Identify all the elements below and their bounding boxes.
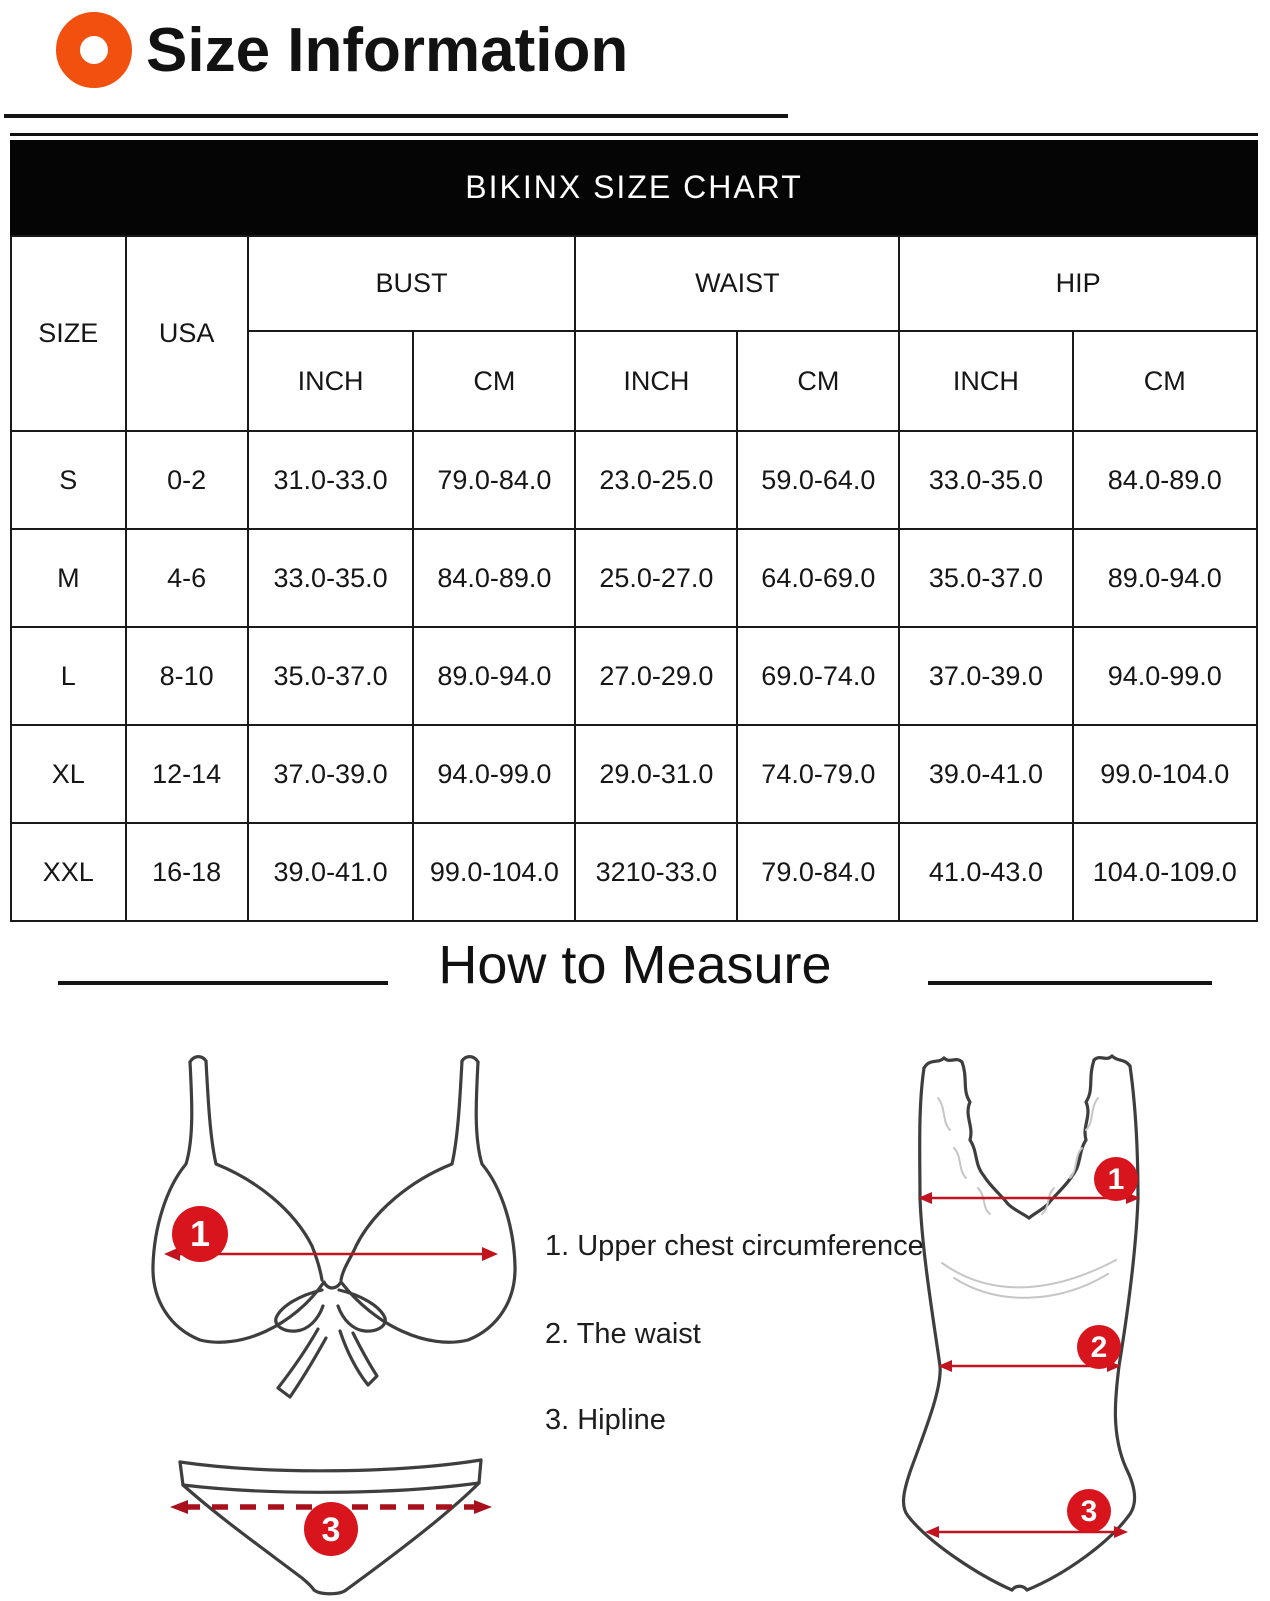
- size-chart-top-border: [10, 133, 1258, 136]
- cell-hip-inch: 41.0-43.0: [899, 823, 1072, 921]
- size-chart-title: BIKINX SIZE CHART: [10, 140, 1258, 235]
- cell-bust-cm: 79.0-84.0: [413, 431, 575, 529]
- measure-step-chest: 1. Upper chest circumference: [545, 1230, 924, 1262]
- cell-bust-inch: 35.0-37.0: [248, 627, 414, 725]
- table-row-m: [11, 529, 1257, 627]
- one-piece-swimsuit-drawing: [858, 1038, 1162, 1601]
- table-row-s: [11, 431, 1257, 529]
- marker-3-number: 3: [1080, 1495, 1098, 1528]
- size-chart: [10, 133, 1258, 922]
- cell-hip-inch: 37.0-39.0: [899, 627, 1072, 725]
- cell-waist-inch: 3210-33.0: [575, 823, 737, 921]
- marker-1-number: 1: [189, 1213, 211, 1254]
- cell-waist-cm: 64.0-69.0: [737, 529, 899, 627]
- measure-step-hip: 3. Hipline: [545, 1404, 666, 1436]
- table-row-xl: [11, 725, 1257, 823]
- measure-step-waist: 2. The waist: [545, 1318, 701, 1350]
- cell-hip-inch: 35.0-37.0: [899, 529, 1072, 627]
- cell-hip-inch: 39.0-41.0: [899, 725, 1072, 823]
- cell-usa: 0-2: [126, 431, 248, 529]
- cell-hip-cm: 89.0-94.0: [1073, 529, 1257, 627]
- size-chart-table: [10, 235, 1258, 922]
- col-group-waist: WAIST: [575, 236, 899, 331]
- cell-bust-inch: 37.0-39.0: [248, 725, 414, 823]
- cell-hip-cm: 94.0-99.0: [1073, 627, 1257, 725]
- marker-2-number: 2: [1090, 1331, 1108, 1364]
- cell-waist-cm: 74.0-79.0: [737, 725, 899, 823]
- col-header-hip-inch: INCH: [899, 331, 1072, 431]
- cell-usa: 16-18: [126, 823, 248, 921]
- heading-rule-left: [58, 981, 388, 985]
- orange-donut-icon: [56, 12, 132, 88]
- cell-usa: 8-10: [126, 627, 248, 725]
- col-header-usa: USA: [126, 236, 248, 431]
- col-header-bust-inch: INCH: [248, 331, 414, 431]
- cell-size: XL: [11, 725, 126, 823]
- table-row-l: [11, 627, 1257, 725]
- cell-bust-inch: 33.0-35.0: [248, 529, 414, 627]
- cell-waist-inch: 25.0-27.0: [575, 529, 737, 627]
- title-divider: [4, 114, 788, 118]
- marker-3-number: 3: [321, 1511, 341, 1549]
- cell-size: XXL: [11, 823, 126, 921]
- cell-hip-cm: 99.0-104.0: [1073, 725, 1257, 823]
- col-group-hip: HIP: [899, 236, 1257, 331]
- bikini-top-drawing: [128, 1038, 520, 1400]
- cell-hip-inch: 33.0-35.0: [899, 431, 1072, 529]
- cell-usa: 4-6: [126, 529, 248, 627]
- marker-1-number: 1: [1107, 1163, 1125, 1196]
- heading-rule-right: [928, 981, 1212, 985]
- cell-bust-inch: 31.0-33.0: [248, 431, 414, 529]
- col-group-bust: BUST: [248, 236, 576, 331]
- cell-hip-cm: 104.0-109.0: [1073, 823, 1257, 921]
- page-header: [56, 12, 628, 88]
- col-header-bust-cm: CM: [413, 331, 575, 431]
- table-row-xxl: [11, 823, 1257, 921]
- page-title: Size Information: [146, 15, 629, 85]
- cell-bust-inch: 39.0-41.0: [248, 823, 414, 921]
- cell-hip-cm: 84.0-89.0: [1073, 431, 1257, 529]
- cell-waist-cm: 79.0-84.0: [737, 823, 899, 921]
- cell-waist-inch: 27.0-29.0: [575, 627, 737, 725]
- cell-size: S: [11, 431, 126, 529]
- cell-waist-cm: 69.0-74.0: [737, 627, 899, 725]
- how-to-measure-title: How to Measure: [438, 935, 832, 995]
- col-header-size: SIZE: [11, 236, 126, 431]
- col-header-waist-cm: CM: [737, 331, 899, 431]
- cell-waist-cm: 59.0-64.0: [737, 431, 899, 529]
- bikini-bottom-drawing: [150, 1450, 510, 1601]
- col-header-waist-inch: INCH: [575, 331, 737, 431]
- cell-waist-inch: 23.0-25.0: [575, 431, 737, 529]
- cell-size: L: [11, 627, 126, 725]
- col-header-hip-cm: CM: [1073, 331, 1257, 431]
- cell-bust-cm: 99.0-104.0: [413, 823, 575, 921]
- cell-usa: 12-14: [126, 725, 248, 823]
- cell-waist-inch: 29.0-31.0: [575, 725, 737, 823]
- cell-bust-cm: 94.0-99.0: [413, 725, 575, 823]
- cell-size: M: [11, 529, 126, 627]
- cell-bust-cm: 89.0-94.0: [413, 627, 575, 725]
- cell-bust-cm: 84.0-89.0: [413, 529, 575, 627]
